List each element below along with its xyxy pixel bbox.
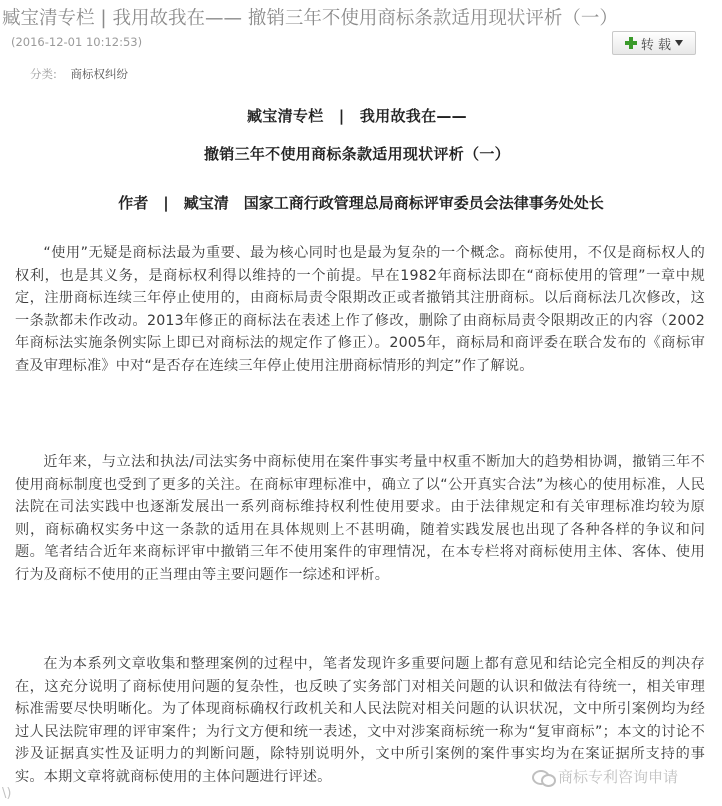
article-heading-line2: 撤销三年不使用商标条款适用现状评析（一） [203, 145, 510, 163]
category-label: 分类: [30, 67, 57, 81]
wechat-icon [532, 768, 554, 786]
repost-label: 转 载 [640, 37, 672, 53]
article-paragraph: 近年来，与立法和执法/司法实务中商标使用在案件事实考量中权重不断加大的趋势相协调，撤销三年不使用商标制度也受到了更多的关注。在商标审理标准中，确立了以“公开真实合法”为核心的使用标准，人民法院在司法实践中也逐渐发展出一系列商标维持权利性使用要求。由于法律规定和有关审理标准均较为原则，商标确权实务中这一条款的适用在具体规则上不甚明确，随着实践发展也出现了各种各样的争议和问题。笔者结合近年来商标评审中撤销三年不使用案件的审理情况，在本专栏将对商标使用主体、客体、使用行为及商标不使用的正当理由等主要问题作一综述和评析。 [15, 454, 705, 583]
article-heading-line1: 臧宝清专栏 | 我用故我在—— [247, 107, 467, 125]
wechat-watermark [532, 766, 678, 787]
category-row [30, 66, 128, 82]
plus-icon [625, 37, 637, 49]
caret-down-icon [675, 40, 683, 46]
category-link[interactable]: 商标权纠纷 [70, 67, 129, 81]
article-body [0, 96, 722, 212]
post-timestamp: (2016-12-01 10:12:53) [11, 35, 143, 49]
repost-button[interactable] [612, 31, 696, 55]
watermark-text: 商标专利咨询申请 [558, 768, 679, 786]
corner-mark: \) [2, 786, 12, 801]
article-author: 作者 | 臧宝清 国家工商行政管理总局商标评审委员会法律事务处处长 [118, 194, 604, 212]
article-paragraph: “使用”无疑是商标法最为重要、最为核心同时也是最为复杂的一个概念。商标使用，不仅是商标权人的权利，也是其义务，是商标权利得以维持的一个前提。早在1982年商标法即在“商标使用的管理”一章中规定，注册商标连续三年停止使用的，由商标局责令限期改正或者撤销其注册商标。以后商标法几次修改，这一条款都未作改动。2013年修正的商标法在表述上作了修改，删除了由商标局责令限期改正的内容（2002年商标法实施条例实际上即已对商标法的规定作了修正）。2005年，商标局和商评委在联合发布的《商标审查及审理标准》中对“是否存在连续三年停止使用注册商标情形的判定”作了解说。 [15, 245, 705, 374]
article-paragraph: 在为本系列文章收集和整理案例的过程中，笔者发现许多重要问题上都有意见和结论完全相反的判决存在，这充分说明了商标使用问题的复杂性，也反映了实务部门对相关问题的认识和做法有待统一，相关审理标准需要尽快明晰化。为了体现商标确权行政机关和人民法院对相关问题的认识状况，文中所引案例均为经过人民法院审理的评审案件；为行文方便和统一表述，文中对涉案商标统一称为“复审商标”；本文的讨论不涉及证据真实性及证明力的判断问题，除特别说明外，文中所引案例的案件事实均为在案证据所支持的事实。本期文章将就商标使用的主体问题进行评述。 [15, 656, 705, 785]
post-title: 臧宝清专栏 | 我用故我在—— 撤销三年不使用商标条款适用现状评析（一） [2, 8, 618, 29]
